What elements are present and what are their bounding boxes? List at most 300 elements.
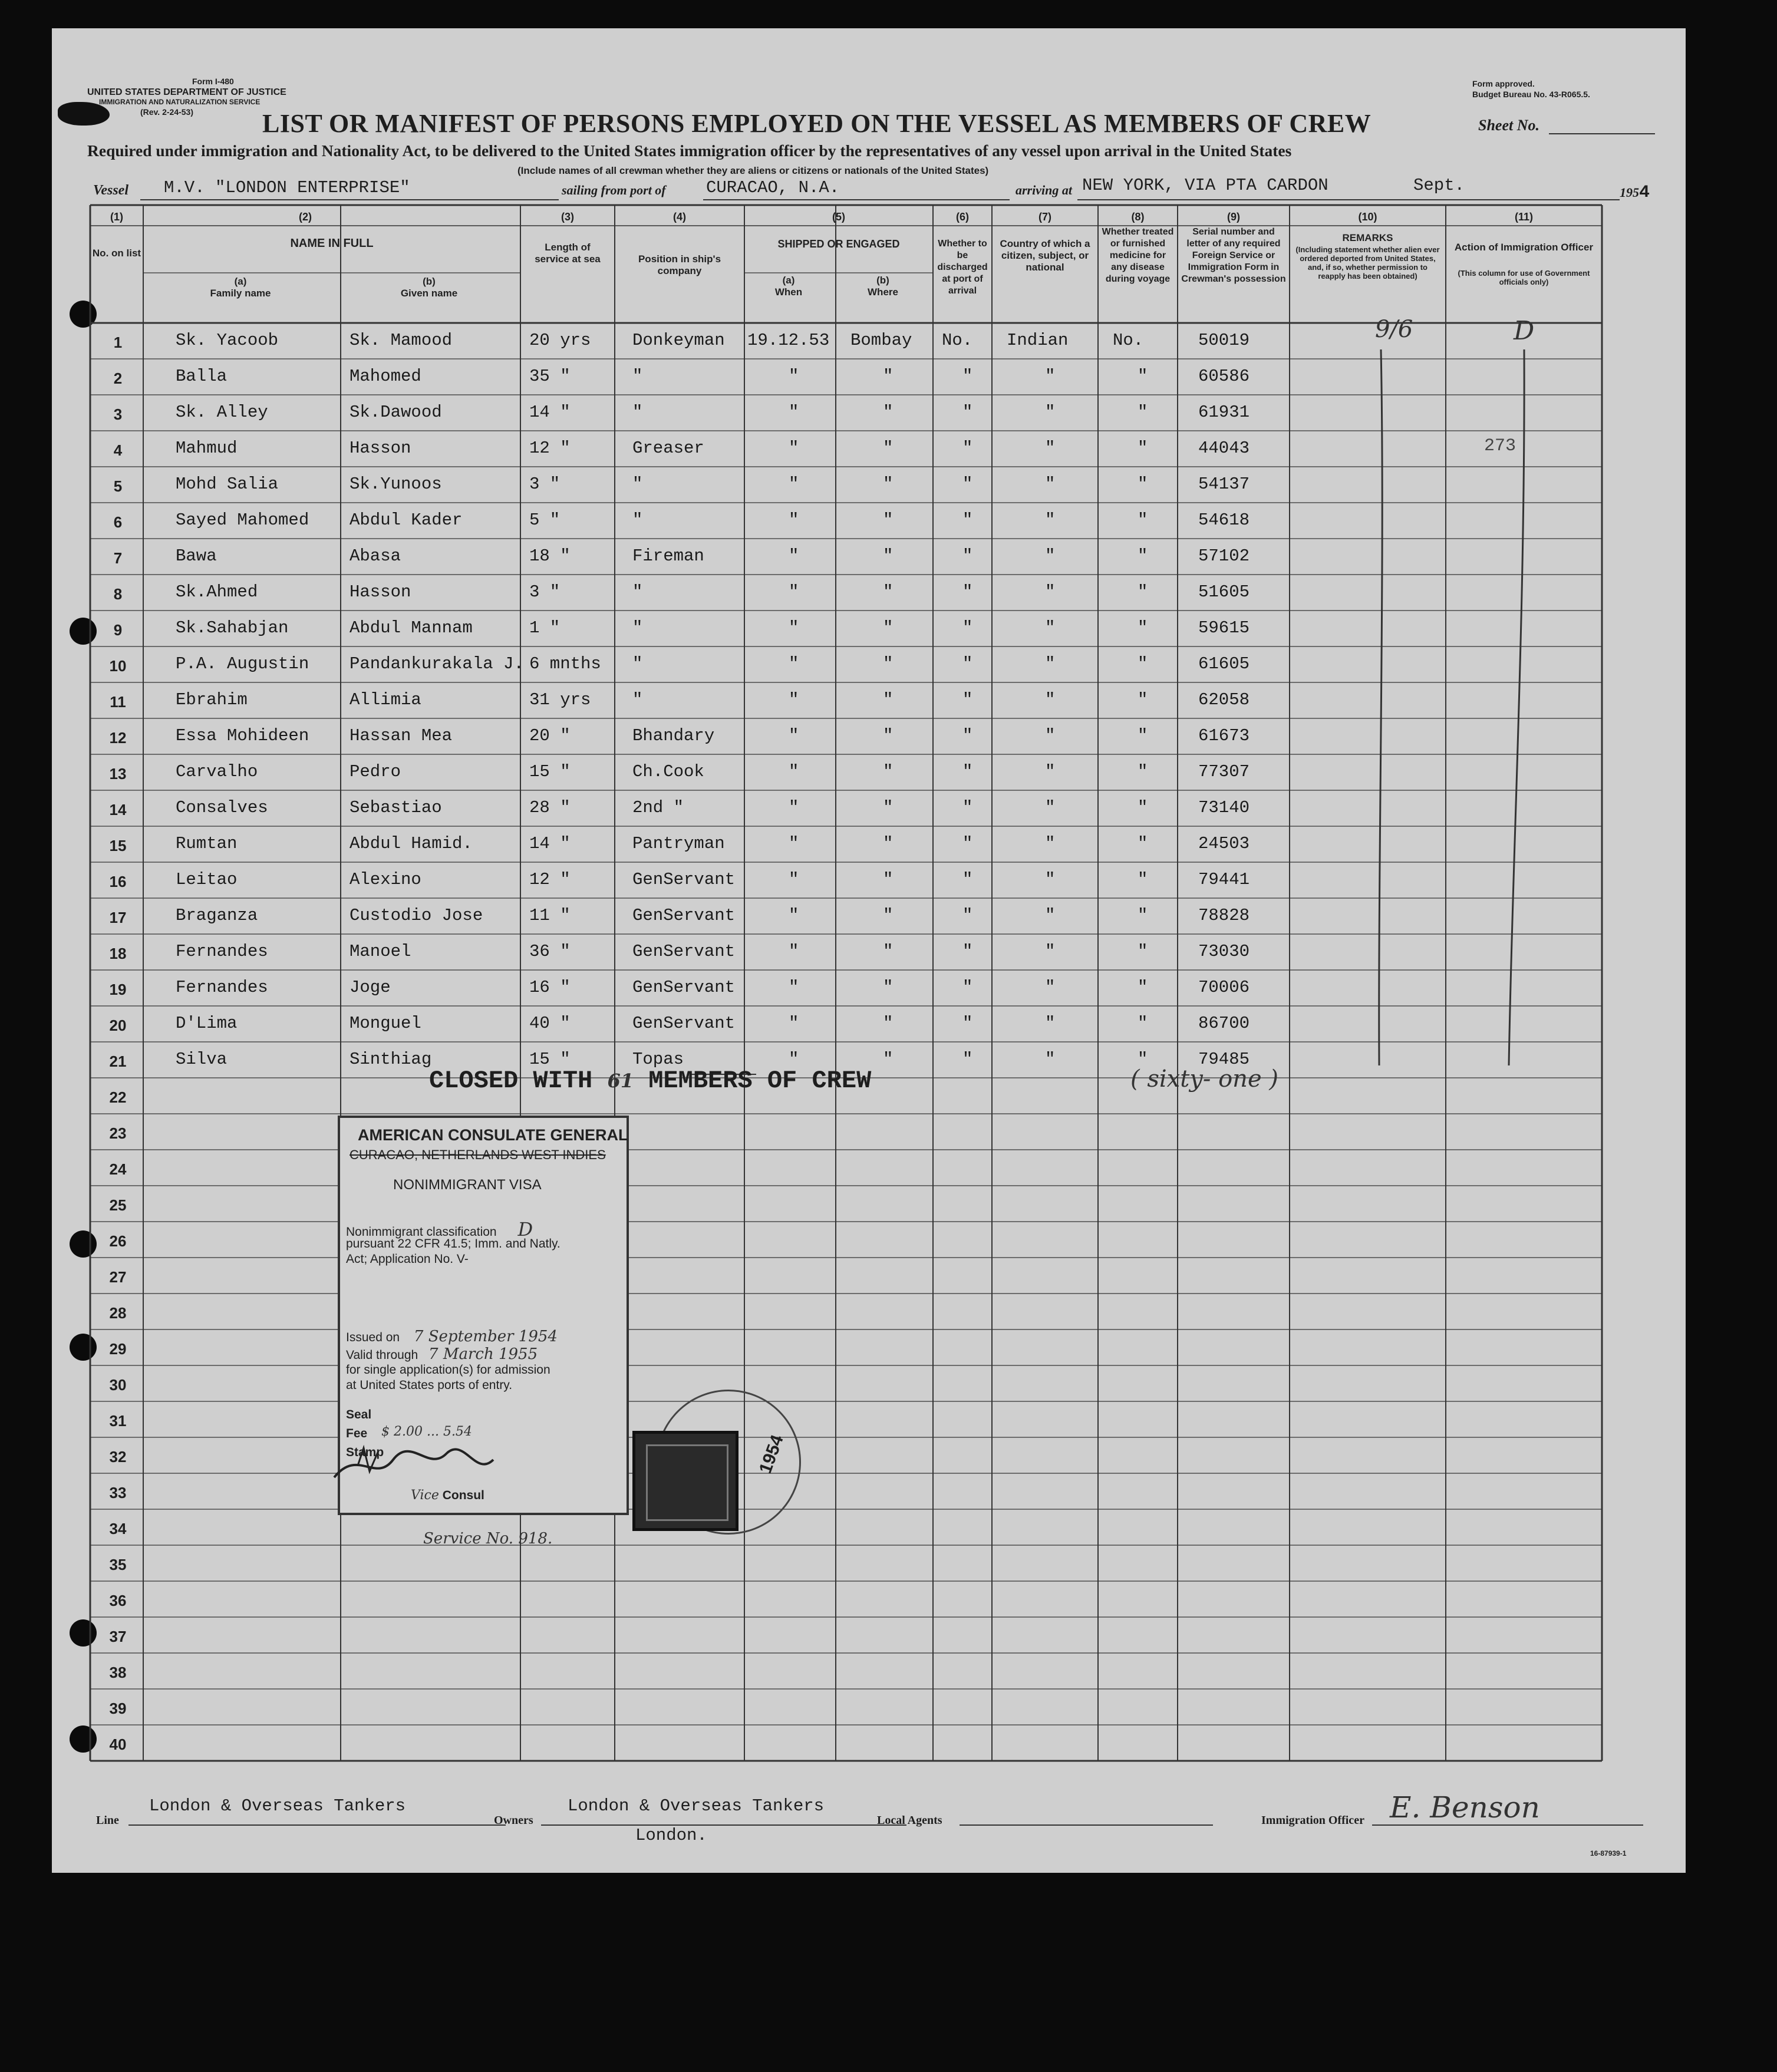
service-cell: 1 ": [529, 618, 561, 638]
where-cell: ": [883, 690, 894, 710]
treated-cell: ": [1138, 906, 1148, 925]
sailing-value: CURACAO, N.A.: [706, 178, 840, 197]
serial-cell: 73140: [1198, 798, 1250, 817]
header-position: Position in ship's company: [638, 253, 721, 276]
closed-stamp: [429, 1067, 871, 1095]
where-cell: ": [883, 438, 894, 458]
country-cell: ": [1045, 367, 1056, 386]
discharged-cell: ": [962, 654, 973, 674]
discharged-cell: ": [962, 582, 973, 602]
position-cell: Fireman: [632, 546, 704, 566]
when-cell: ": [789, 762, 799, 781]
country-cell: ": [1045, 690, 1056, 710]
row-number: 9: [113, 621, 123, 639]
family-name-cell: Carvalho: [176, 762, 258, 781]
row-number: 29: [109, 1340, 127, 1358]
row-number: 31: [109, 1412, 127, 1430]
serial-cell: 62058: [1198, 690, 1250, 710]
treated-cell: ": [1138, 690, 1148, 710]
arriving-value: NEW YORK, VIA PTA CARDON: [1082, 176, 1328, 195]
header-country: Country of which a citizen, subject, or national: [1000, 238, 1090, 273]
serial-cell: 60586: [1198, 367, 1250, 386]
row-number: 23: [109, 1124, 127, 1142]
visa-for: for single application(s) for admission: [346, 1363, 550, 1377]
country-cell: Indian: [1007, 331, 1069, 350]
position-cell: ": [632, 474, 643, 494]
family-name-cell: Silva: [176, 1050, 228, 1069]
when-cell: ": [789, 582, 799, 602]
row-number: 40: [109, 1736, 127, 1753]
family-name-cell: Fernandes: [176, 978, 268, 997]
header-treated: Whether treated or furnished medicine for any disease during voyage: [1102, 227, 1174, 284]
discharged-cell: No.: [942, 331, 973, 350]
treated-cell: ": [1138, 618, 1148, 638]
position-cell: Greaser: [632, 438, 704, 458]
where-cell: ": [883, 654, 894, 674]
header-where-sub: (b): [876, 275, 889, 286]
col-number: (5): [832, 211, 845, 223]
row-number: 11: [110, 693, 126, 711]
position-cell: GenServant: [632, 906, 736, 925]
discharged-cell: ": [962, 726, 973, 745]
where-cell: ": [883, 546, 894, 566]
visa-consul-prefix: Vice: [411, 1488, 439, 1503]
visa-stamp: [338, 1116, 629, 1515]
given-name-cell: Sk.Dawood: [350, 402, 442, 422]
visa-classification-label: Nonimmigrant classification: [346, 1225, 497, 1239]
position-cell: ": [632, 582, 643, 602]
treated-cell: ": [1138, 762, 1148, 781]
row-number: 35: [109, 1556, 127, 1573]
row-number: 34: [109, 1520, 127, 1537]
visa-stamp-label: Stamp: [346, 1446, 384, 1459]
page-title: LIST OR MANIFEST OF PERSONS EMPLOYED ON THE VESSEL AS MEMBERS OF CREW: [262, 109, 1372, 138]
serial-cell: 73030: [1198, 942, 1250, 961]
when-cell: ": [789, 402, 799, 422]
row-number: 28: [109, 1304, 127, 1322]
service-cell: 20 ": [529, 726, 571, 745]
line-label: Line: [96, 1814, 119, 1827]
manifest-sheet: [52, 28, 1686, 1873]
where-cell: ": [883, 834, 894, 853]
service-cell: 14 ": [529, 834, 571, 853]
discharged-cell: ": [962, 798, 973, 817]
treated-cell: ": [1138, 1014, 1148, 1033]
where-cell: ": [883, 1014, 894, 1033]
col-number: (1): [110, 211, 123, 223]
agency-line: UNITED STATES DEPARTMENT OF JUSTICE: [87, 87, 286, 97]
row-number: 32: [109, 1448, 127, 1466]
family-name-cell: Sk. Alley: [176, 402, 268, 422]
serial-cell: 24503: [1198, 834, 1250, 853]
when-cell: ": [789, 510, 799, 530]
when-cell: ": [789, 1014, 799, 1033]
serial-cell: 77307: [1198, 762, 1250, 781]
position-cell: Donkeyman: [632, 331, 725, 350]
visa-consul: [411, 1488, 484, 1503]
treated-cell: ": [1138, 367, 1148, 386]
given-name-cell: Joge: [350, 978, 391, 997]
row-number: 26: [109, 1232, 127, 1250]
given-name-cell: Abdul Mannam: [350, 618, 473, 638]
row-number: 17: [109, 909, 127, 926]
given-name-cell: Pedro: [350, 762, 401, 781]
action-annotation: D: [1514, 316, 1535, 346]
visa-type: NONIMMIGRANT VISA: [393, 1177, 542, 1193]
col-number: (10): [1358, 211, 1377, 223]
serial-cell: 57102: [1198, 546, 1250, 566]
row-number: 36: [109, 1592, 127, 1609]
row-number: 3: [113, 405, 123, 423]
service-cell: 3 ": [529, 474, 561, 494]
family-name-cell: Essa Mohideen: [176, 726, 309, 745]
given-name-cell: Abdul Kader: [350, 510, 463, 530]
visa-classification-value: D: [517, 1218, 533, 1240]
sailing-label: sailing from port of: [562, 183, 666, 197]
row-number: 38: [109, 1664, 127, 1681]
header-length-service: Length of service at sea: [535, 242, 601, 265]
treated-cell: ": [1138, 546, 1148, 566]
row-number: 27: [109, 1268, 127, 1286]
position-cell: ": [632, 654, 643, 674]
treated-cell: ": [1138, 402, 1148, 422]
consul-signature: [322, 1436, 499, 1489]
service-cell: 11 ": [529, 906, 571, 925]
country-cell: ": [1045, 798, 1056, 817]
given-name-cell: Abasa: [350, 546, 401, 566]
treated-cell: ": [1138, 582, 1148, 602]
service-cell: 12 ": [529, 870, 571, 889]
serial-cell: 61931: [1198, 402, 1250, 422]
col-number: (4): [673, 211, 686, 223]
service-cell: 12 ": [529, 438, 571, 458]
where-cell: Bombay: [850, 331, 912, 350]
visa-issued-label: Issued on: [346, 1331, 400, 1344]
when-cell: ": [789, 834, 799, 853]
when-cell: ": [789, 654, 799, 674]
approval-line: Form approved.: [1472, 79, 1535, 88]
row-number: 33: [109, 1484, 127, 1502]
owners-underline: [541, 1824, 906, 1826]
line-underline: [128, 1824, 506, 1826]
row-number: 4: [113, 441, 123, 459]
col-number: (8): [1131, 211, 1145, 223]
row-number: 39: [109, 1700, 127, 1717]
visa-valid: [346, 1345, 538, 1363]
form-number: Form I-480: [192, 77, 234, 86]
where-cell: ": [883, 726, 894, 745]
family-name-cell: Sk. Yacoob: [176, 331, 279, 350]
owners-city: London.: [635, 1826, 707, 1845]
family-name-cell: D'Lima: [176, 1014, 238, 1033]
family-name-cell: Mohd Salia: [176, 474, 279, 494]
where-cell: ": [883, 474, 894, 494]
row-number: 30: [109, 1376, 127, 1394]
position-cell: 2nd ": [632, 798, 684, 817]
when-cell: ": [789, 870, 799, 889]
visa-location: CURACAO, NETHERLANDS WEST INDIES: [350, 1147, 606, 1162]
when-cell: ": [789, 978, 799, 997]
header-action: Action of Immigration Officer: [1454, 242, 1594, 253]
when-cell: ": [789, 906, 799, 925]
country-cell: ": [1045, 1050, 1056, 1069]
given-name-cell: Sk.Yunoos: [350, 474, 442, 494]
position-cell: Ch.Cook: [632, 762, 704, 781]
discharged-cell: ": [962, 402, 973, 422]
officer-signature: E. Benson: [1390, 1790, 1540, 1824]
service-cell: 35 ": [529, 367, 571, 386]
when-cell: ": [789, 942, 799, 961]
treated-cell: ": [1138, 870, 1148, 889]
service-cell: 36 ": [529, 942, 571, 961]
family-name-cell: Rumtan: [176, 834, 238, 853]
row-number: 12: [109, 729, 127, 747]
country-cell: ": [1045, 402, 1056, 422]
discharged-cell: ": [962, 438, 973, 458]
country-cell: ": [1045, 510, 1056, 530]
include-note: (Include names of all crewman whether they are aliens or citizens or nationals of the United States): [517, 165, 989, 176]
row-number: 25: [109, 1196, 127, 1214]
officer-label: Immigration Officer: [1261, 1814, 1364, 1827]
serial-cell: 78828: [1198, 906, 1250, 925]
discharged-cell: ": [962, 978, 973, 997]
discharged-cell: ": [962, 906, 973, 925]
given-name-cell: Hasson: [350, 438, 411, 458]
family-name-cell: Sk.Sahabjan: [176, 618, 289, 638]
country-cell: ": [1045, 1014, 1056, 1033]
treated-cell: ": [1138, 510, 1148, 530]
header-when: When: [774, 286, 803, 298]
date-value: Sept.: [1413, 176, 1465, 195]
visa-consul-label: Consul: [442, 1489, 484, 1502]
position-cell: ": [632, 510, 643, 530]
row-number: 14: [109, 801, 127, 819]
treated-cell: No.: [1113, 331, 1144, 350]
position-cell: ": [632, 690, 643, 710]
when-cell: ": [789, 618, 799, 638]
serial-cell: 79485: [1198, 1050, 1250, 1069]
position-cell: Pantryman: [632, 834, 725, 853]
row-number: 6: [113, 513, 123, 531]
serial-cell: 51605: [1198, 582, 1250, 602]
revenue-stamp: [632, 1431, 739, 1531]
given-name-cell: Sk. Mamood: [350, 331, 453, 350]
header-no-on-list: No. on list: [92, 248, 141, 259]
agency-line: IMMIGRATION AND NATURALIZATION SERVICE: [99, 98, 261, 106]
when-cell: ": [789, 1050, 799, 1069]
family-name-cell: Fernandes: [176, 942, 268, 961]
visa-seal: Seal: [346, 1408, 372, 1421]
header-serial: Serial number and letter of any required Foreign Service or Immigration Form in Crewman's possession: [1181, 227, 1286, 284]
family-name-cell: Braganza: [176, 906, 258, 925]
table-grid: [52, 28, 1686, 1873]
position-cell: Bhandary: [632, 726, 715, 745]
treated-cell: ": [1138, 474, 1148, 494]
serial-cell: 54618: [1198, 510, 1250, 530]
discharged-cell: ": [962, 510, 973, 530]
owners-label: Owners: [494, 1814, 533, 1827]
row-number: 21: [109, 1053, 127, 1070]
position-cell: ": [632, 402, 643, 422]
header-family-name: Family name: [210, 288, 271, 299]
header-remarks: REMARKS: [1342, 232, 1393, 243]
discharged-cell: ": [962, 690, 973, 710]
position-cell: GenServant: [632, 978, 736, 997]
serial-cell: 50019: [1198, 331, 1250, 350]
when-cell: ": [789, 546, 799, 566]
row-number: 37: [109, 1628, 127, 1645]
where-cell: ": [883, 870, 894, 889]
header-given-sub: (b): [423, 276, 436, 287]
row-number: 13: [109, 765, 127, 783]
family-name-cell: Bawa: [176, 546, 217, 566]
serial-cell: 54137: [1198, 474, 1250, 494]
visa-valid-label: Valid through: [346, 1348, 418, 1362]
header-action-note: (This column for use of Government officials only): [1458, 269, 1590, 286]
header-when-sub: (a): [782, 275, 795, 286]
header-family-sub: (a): [234, 276, 247, 287]
visa-pursuant: pursuant 22 CFR 41.5; Imm. and Natly.: [346, 1237, 561, 1251]
row-number: 22: [109, 1088, 127, 1106]
given-name-cell: Sinthiag: [350, 1050, 432, 1069]
given-name-cell: Abdul Hamid.: [350, 834, 473, 853]
country-cell: ": [1045, 870, 1056, 889]
vessel-label: Vessel: [93, 183, 128, 198]
treated-cell: ": [1138, 654, 1148, 674]
service-cell: 6 mnths: [529, 654, 601, 674]
row-number: 15: [109, 837, 127, 854]
service-cell: 14 ": [529, 402, 571, 422]
header-where: Where: [868, 286, 898, 298]
position-cell: GenServant: [632, 942, 736, 961]
visa-fee: Fee: [346, 1427, 368, 1440]
header-name-in-full: NAME IN FULL: [290, 237, 374, 250]
country-cell: ": [1045, 582, 1056, 602]
country-cell: ": [1045, 726, 1056, 745]
family-name-cell: Consalves: [176, 798, 268, 817]
country-cell: ": [1045, 618, 1056, 638]
header-discharged: Whether to be discharged at port of arrival: [937, 239, 988, 296]
row-number: 1: [113, 334, 123, 351]
when-cell: ": [789, 690, 799, 710]
row-number: 24: [109, 1160, 127, 1178]
position-cell: ": [632, 367, 643, 386]
revenue-stamp-inner: [646, 1444, 728, 1521]
col-number: (6): [956, 211, 969, 223]
discharged-cell: ": [962, 1050, 973, 1069]
service-cell: 5 ": [529, 510, 561, 530]
discharged-cell: ": [962, 942, 973, 961]
discharged-cell: ": [962, 474, 973, 494]
service-cell: 20 yrs: [529, 331, 591, 350]
col-number: (11): [1514, 211, 1534, 223]
position-cell: GenServant: [632, 870, 736, 889]
visa-issued: [346, 1328, 558, 1345]
header-remarks-note: (Including statement whether alien ever ordered deported from United States, and, if so, whether permission to reapply has been obtained): [1295, 245, 1440, 281]
discharged-cell: ": [962, 367, 973, 386]
row-number: 7: [113, 549, 123, 567]
pen-stroke: [1379, 349, 1382, 1065]
country-cell: ": [1045, 978, 1056, 997]
header-given-name: Given name: [400, 288, 458, 299]
country-cell: ": [1045, 762, 1056, 781]
given-name-cell: Custodio Jose: [350, 906, 483, 925]
given-name-cell: Hassan Mea: [350, 726, 453, 745]
agents-label: Local Agents: [877, 1814, 942, 1827]
row-number: 18: [109, 945, 127, 962]
approval-line: Budget Bureau No. 43-R065.5.: [1472, 90, 1590, 99]
family-name-cell: Leitao: [176, 870, 238, 889]
given-name-cell: Pandankurakala J.: [350, 654, 524, 674]
discharged-cell: ": [962, 762, 973, 781]
where-cell: ": [883, 1050, 894, 1069]
service-cell: 3 ": [529, 582, 561, 602]
country-cell: ": [1045, 546, 1056, 566]
serial-cell: 86700: [1198, 1014, 1250, 1033]
form-code: 16-87939-1: [1590, 1849, 1627, 1857]
country-cell: ": [1045, 474, 1056, 494]
where-cell: ": [883, 798, 894, 817]
visa-valid-value: 7 March 1955: [428, 1345, 538, 1363]
agency-line: (Rev. 2-24-53): [140, 107, 194, 117]
treated-cell: ": [1138, 834, 1148, 853]
family-name-cell: P.A. Augustin: [176, 654, 309, 674]
when-cell: ": [789, 367, 799, 386]
family-name-cell: Ebrahim: [176, 690, 248, 710]
row-number: 20: [109, 1017, 127, 1034]
visa-issued-value: 7 September 1954: [413, 1328, 558, 1345]
signature-note: Service No. 918.: [423, 1530, 553, 1548]
row-number: 10: [109, 657, 127, 675]
given-name-cell: Mahomed: [350, 367, 421, 386]
visa-fee-value: $ 2.00 ... 5.54: [381, 1424, 472, 1439]
closed-count-words: ( sixty- one ): [1130, 1065, 1278, 1093]
service-cell: 15 ": [529, 762, 571, 781]
header-shipped-engaged: SHIPPED OR ENGAGED: [777, 238, 900, 250]
given-name-cell: Alexino: [350, 870, 421, 889]
discharged-cell: ": [962, 618, 973, 638]
closed-suffix: MEMBERS OF CREW: [648, 1067, 872, 1095]
action-annotation: 273: [1484, 436, 1516, 456]
service-cell: 28 ": [529, 798, 571, 817]
year-prefix: 195: [1620, 185, 1639, 200]
treated-cell: ": [1138, 1050, 1148, 1069]
col-number: (2): [299, 211, 312, 223]
discharged-cell: ": [962, 870, 973, 889]
treated-cell: ": [1138, 978, 1148, 997]
where-cell: ": [883, 618, 894, 638]
line-value: London & Overseas Tankers: [149, 1796, 406, 1816]
given-name-cell: Manoel: [350, 942, 411, 961]
row-number: 16: [109, 873, 127, 890]
given-name-cell: Allimia: [350, 690, 421, 710]
serial-cell: 59615: [1198, 618, 1250, 638]
visa-act: Act; Application No. V-: [346, 1252, 469, 1266]
treated-cell: ": [1138, 726, 1148, 745]
subtitle: Required under immigration and Nationality Act, to be delivered to the United States immigration officer by the representatives of any vessel upon arrival in the United States: [87, 141, 1292, 160]
service-cell: 15 ": [529, 1050, 571, 1069]
service-cell: 31 yrs: [529, 690, 591, 710]
date-stamp-year: 1954: [755, 1432, 787, 1476]
country-cell: ": [1045, 942, 1056, 961]
closed-prefix: CLOSED WITH: [429, 1067, 593, 1095]
given-name-cell: Monguel: [350, 1014, 421, 1033]
country-cell: ": [1045, 654, 1056, 674]
discharged-cell: ": [962, 834, 973, 853]
closed-count: 61: [607, 1070, 634, 1092]
country-cell: ": [1045, 438, 1056, 458]
sheet-label: Sheet No.: [1478, 117, 1539, 134]
